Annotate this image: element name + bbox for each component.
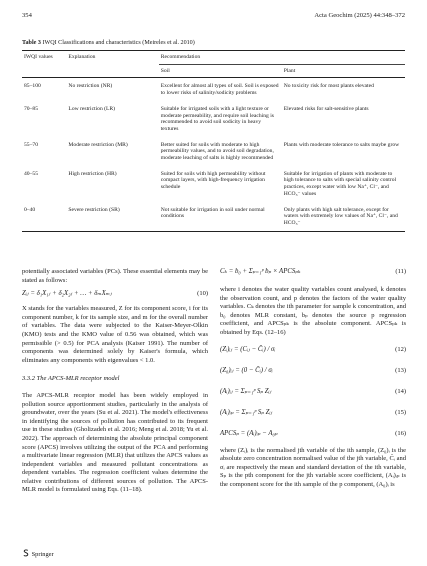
header-blank-1 (22, 64, 66, 78)
equation-number: (15) (395, 408, 406, 416)
table-label: Table 3 (22, 40, 41, 46)
paragraph: The APCS-MLR receptor model has been widely employed in pollution source apportionment studies, particularly in the analysis of groundwater, over the years (Su et al. 2021). The model's effectiveness in identifying the sources of pollution has contributed to its frequent use in these studies (Gholizadeh et al. 2016; Meng et al. 2018; Yu et al. 2022). The approach of determining the absolute principal component score (APCS) involves utilizing the output of the PCA and performing a multivariate linear regression (MLR) that utilizes the APCS values as independent variables and measured pollutant concentrations as dependent variables. The regression coefficient values determine the relative contributions of different sources of pollution. The APCS-MLR model is formulated using Eqs. (11–18). (22, 391, 208, 494)
cell-range: 55–70 (24, 141, 38, 148)
equation: (Zᵢ)ᵢⱼ = (Cᵢⱼ − C̄ᵢ) / σᵢ (220, 345, 276, 353)
equation: (Z₀)ᵢⱼ = (0 − C̄ᵢ) / σᵢ (220, 366, 273, 374)
cell-plant: Elevated risks for salt-sensitive plants (283, 105, 369, 112)
cell-explanation: Moderate restriction (MR) (68, 141, 128, 148)
cell-range: 0–40 (22, 202, 66, 232)
cell-plant: No toxicity risk for most plants elevated (283, 83, 374, 90)
table-caption (22, 40, 195, 46)
equation-number: (14) (395, 387, 406, 395)
journal-citation: Acta Geochim (2025) 44:348–372 (314, 12, 405, 19)
publisher-footer (22, 549, 54, 558)
cell-explanation: Severe restriction (SR) (66, 202, 158, 232)
equation-10 (22, 285, 208, 305)
equation-12 (220, 338, 406, 362)
cell-soil: Excellent for almost all types of soil. Soil is exposed to lower risks of salinity/sodicity problems (160, 83, 279, 97)
equation-15 (220, 404, 406, 425)
equation: (Aᵢ)ᵢⱼ = Σₚ₌₁ᵖ Sₚ Zᵢⱼ (220, 387, 272, 395)
equation-number: (13) (395, 366, 406, 374)
right-column (220, 268, 406, 490)
equation-number: (10) (197, 290, 208, 298)
cell-explanation: No restriction (NR) (68, 83, 113, 90)
iwqi-table (22, 50, 405, 232)
paragraph: X stands for the variables measured, Z for its component score, i for its component number, k for its sample size, and m for the overall number of variables. The data were subjected to the Kaiser-Meyer-Olkin (KMO) tests and the KMO value of 0.56 was obtained, which was permissible (> 0.5) for PCA analysis (Kaiser 1991). The number of components was determined solely by Kaiser's formula, which eliminates any components with eigenvalues < 1.0. (22, 305, 208, 364)
table-caption-text: IWQI Classifications and characteristics (Meireles et al. 2010) (42, 40, 195, 46)
cell-plant: Suitable for irrigation of plants with moderate to high tolerance to salts with special salinity control practices, except water with low Na⁺, Cl⁻, and HCO₃⁻ values (283, 170, 397, 197)
table-row (22, 78, 405, 101)
equation-number: (16) (395, 429, 406, 437)
equation: Cₖ = b₀ + Σₚ₌₁ᵖ bₚ × APCSₚₖ (220, 268, 301, 275)
cell-plant: Plants with moderate tolerance to salts maybe grow (283, 141, 400, 148)
header-recommendation: Recommendation (159, 51, 405, 65)
equation: (Aᵢ)ᵢₚ = Σₚ₌₁ᵖ Sₚ Zᵢⱼ (220, 408, 273, 416)
cell-soil: Suitable for irrigated soils with a light texture or moderate permeability, and require soil leaching is recommended to avoid soil sodicity in heavy textures (160, 105, 274, 132)
cell-soil: Not suitable for irrigation in soil under normal conditions (159, 202, 282, 232)
cell-soil: Suited for soils with high permeability without compact layers, with high-frequency irrigation schedule (160, 170, 266, 191)
cell-explanation: Low restriction (LR) (68, 105, 116, 112)
paragraph: potentially associated variables (PCs). These essential elements may be stated as follows: (22, 268, 208, 284)
equation-11 (220, 268, 406, 286)
header-plant: Plant (282, 64, 405, 78)
table-row (22, 101, 405, 137)
equation-14 (220, 383, 406, 404)
page-number: 354 (22, 12, 32, 19)
springer-logo-icon (22, 549, 30, 557)
section-heading: 3.3.2 The APCS-MLR receptor model (22, 375, 120, 383)
header-iwqi-values: IWQI values (22, 51, 66, 65)
paragraph: where (Zᵢ)ᵢ is the normalised jth variable of the ith sample, (Z₀)ᵢ is the absolute zero concentration normalised value of the jth variable, C̄ᵢ and σᵢ are respectively the mean and standard deviation of the ith variable, Sₚ is the pth component for the jth variable score coefficient, (Aᵢ)ᵢₚ is the component score for the ith sample of the p component, (A₀)ᵢ is (220, 446, 406, 488)
cell-range: 40–55 (24, 170, 38, 177)
equation: Zᵢⱼ = δ₁X₁ⱼ + δ₂X₂ⱼ + … + δₘXₘⱼ (22, 290, 112, 298)
header-explanation: Explanation (66, 51, 158, 65)
left-column (22, 268, 208, 495)
header-soil: Soil (159, 64, 282, 78)
cell-range: 85–100 (24, 83, 41, 90)
paragraph: where i denotes the water quality variables count analysed, k denotes the observation count, and p denotes the factors of the water quality variables. Cₖ denotes the ith parameter for sample k concentration, and b₀ denotes MLR constant, bₚ denotes the source p regression coefficient, and APCSₚₖ is the absolute component. APCSₚₖ is obtained by Eqs. (12–16) (220, 286, 406, 336)
cell-soil: Better suited for soils with moderate to high permeability values, and to avoid soil degradation, moderate leaching of salts is highly recommended (160, 141, 274, 162)
equation-13 (220, 362, 406, 383)
header-blank-2 (66, 64, 158, 78)
table-row (22, 202, 405, 232)
table-row (22, 137, 405, 166)
equation-number: (12) (395, 345, 406, 353)
table-row (22, 166, 405, 202)
cell-explanation: High restriction (HR) (68, 170, 117, 177)
publisher-name: Springer (31, 551, 54, 558)
equation: APCSₚ = (Aᵢ)ᵢₚ − A₀ₚ (220, 429, 278, 437)
cell-range: 70–85 (24, 105, 38, 112)
cell-plant: Only plants with high salt tolerance, except for waters with extremely low values of Na⁺, Cl⁻, and HCO₃⁻ (282, 202, 405, 232)
equation-number: (11) (395, 268, 406, 275)
equation-16 (220, 425, 406, 447)
